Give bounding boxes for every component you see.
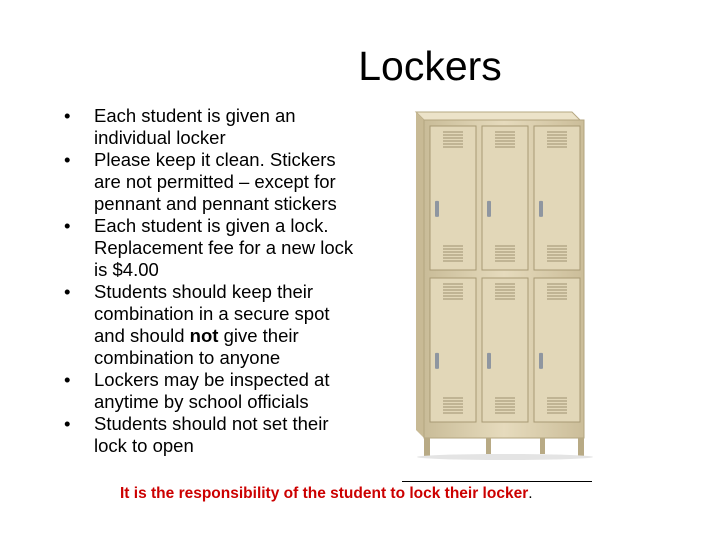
footer-text: It is the responsibility of the student to lock their locker (120, 485, 529, 502)
bullet-dot: • (64, 369, 71, 390)
bullet-item (64, 105, 364, 149)
locker-handle (487, 353, 491, 369)
bullet-dot: • (64, 105, 71, 126)
bullet-item (64, 369, 364, 413)
locker-handle (539, 353, 543, 369)
bullet-text: Students should keep their combination in a secure spot and should (94, 281, 330, 346)
locker-illustration (410, 108, 595, 460)
locker-door (534, 278, 580, 422)
bullet-dot: • (64, 281, 71, 302)
bullet-dot: • (64, 215, 71, 236)
locker-door (482, 278, 528, 422)
bullet-text: Please keep it clean. Stickers are not permitted – except for pennant and pennant stickers (94, 149, 337, 214)
bullet-list (64, 105, 364, 457)
bullet-item (64, 149, 364, 215)
locker-door (482, 126, 528, 270)
slide-title: Lockers (358, 43, 502, 89)
bullet-text: give their combination to anyone (94, 325, 299, 368)
bullet-text: Each student is given an individual locker (94, 105, 296, 148)
footer-rule (402, 481, 592, 482)
locker-handle (435, 353, 439, 369)
locker-door (534, 126, 580, 270)
bullet-text: Each student is given a lock. Replacement fee for a new lock is $4.00 (94, 215, 354, 280)
locker-handle (487, 201, 491, 217)
locker-door (430, 126, 476, 270)
bullet-text: Lockers may be inspected at anytime by school officials (94, 369, 330, 412)
bullet-dot: • (64, 149, 71, 170)
locker-door (430, 278, 476, 422)
bullet-item (64, 413, 364, 457)
bullet-dot: • (64, 413, 71, 434)
locker-photo (410, 108, 595, 460)
bullet-item (64, 281, 364, 369)
bullet-emphasis: not (189, 325, 219, 346)
locker-handle (539, 201, 543, 217)
bullet-text: Students should not set their lock to open (94, 413, 329, 456)
footer-period: . (528, 485, 533, 502)
footer-note (120, 485, 533, 503)
bullet-item (64, 215, 364, 281)
locker-handle (435, 201, 439, 217)
